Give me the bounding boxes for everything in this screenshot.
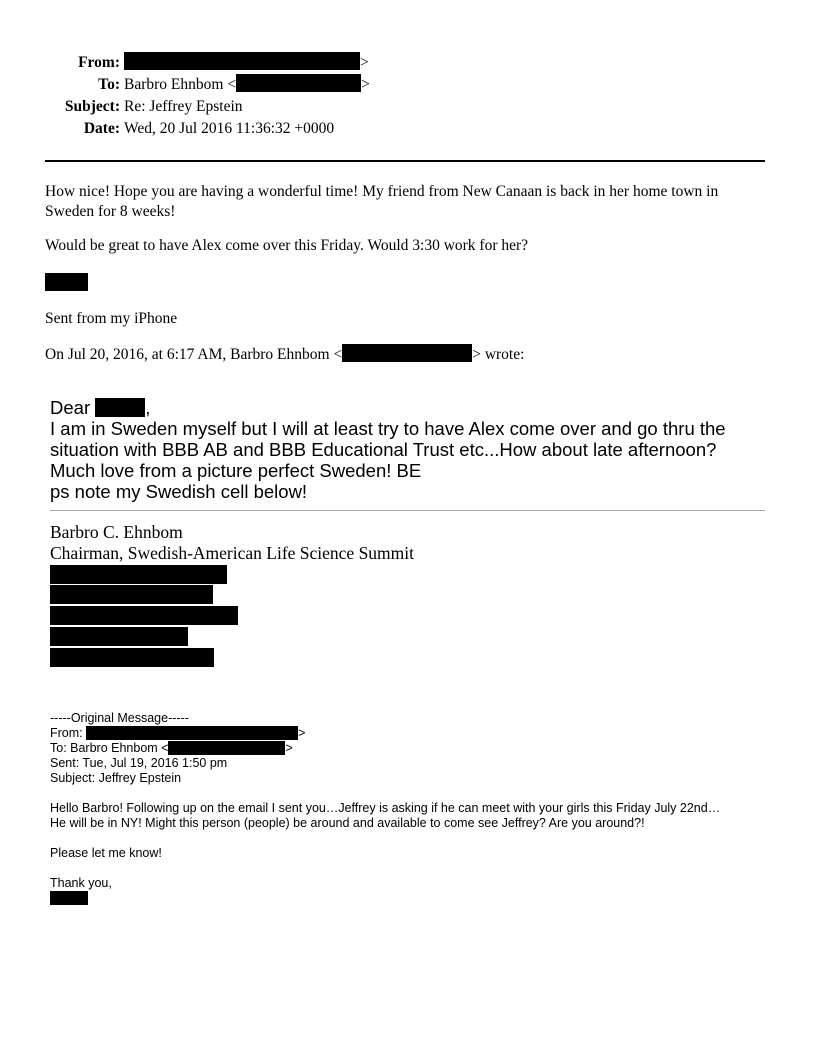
- quoted-greeting: [50, 397, 770, 418]
- original-from: [50, 726, 305, 741]
- quote-intro-start: On Jul 20, 2016, at 6:17 AM, Barbro Ehnbom <: [45, 346, 343, 363]
- subject-label: Subject:: [64, 98, 120, 115]
- greeting-word: Dear: [50, 397, 91, 418]
- original-thanks: Thank you,: [50, 876, 112, 890]
- header-from-row: [0, 52, 816, 74]
- greeting-redaction: [95, 398, 145, 417]
- date-label: Date:: [83, 120, 120, 137]
- to-label: To:: [98, 76, 120, 93]
- signature-divider: [50, 510, 765, 511]
- original-from-redaction: [86, 726, 298, 740]
- email-header: [0, 0, 816, 150]
- subject-value: Re: Jeffrey Epstein: [124, 98, 243, 115]
- original-from-label: From:: [50, 726, 83, 740]
- sender-name-redaction: [45, 273, 88, 291]
- signature-redaction-3: [50, 606, 238, 625]
- header-divider: [45, 160, 765, 162]
- original-to: [50, 741, 293, 756]
- date-value: Wed, 20 Jul 2016 11:36:32 +0000: [124, 120, 335, 137]
- sent-from-line: Sent from my iPhone: [45, 310, 178, 327]
- quoted-line-3: Much love from a picture perfect Sweden! BE: [50, 460, 422, 481]
- to-value: Barbro Ehnbom <: [124, 76, 237, 93]
- from-label: From:: [78, 54, 120, 71]
- quote-intro-redaction: [342, 344, 472, 362]
- quoted-line-4: ps note my Swedish cell below!: [50, 481, 308, 502]
- original-body-line-2: He will be in NY! Might this person (people) be around and available to come see Jeffrey? Are you around?!: [50, 816, 645, 830]
- signature-redaction-2: [50, 585, 213, 604]
- original-please: Please let me know!: [50, 846, 162, 860]
- original-to-label: To: Barbro Ehnbom <: [50, 741, 169, 755]
- body-paragraph-2: Would be great to have Alex come over this Friday. Would 3:30 work for her?: [45, 237, 529, 254]
- from-suffix: >: [360, 54, 369, 71]
- greeting-comma: ,: [145, 397, 151, 418]
- original-subject: Subject: Jeffrey Epstein: [50, 771, 182, 785]
- signature-redaction-4: [50, 627, 188, 646]
- signature-redaction-5: [50, 648, 214, 667]
- signature-title: Chairman, Swedish-American Life Science Summit: [50, 543, 415, 563]
- quote-intro: [45, 344, 765, 365]
- to-suffix: >: [361, 76, 370, 93]
- original-sent: Sent: Tue, Jul 19, 2016 1:50 pm: [50, 756, 228, 770]
- header-subject-row: [0, 96, 816, 118]
- quoted-line-1: I am in Sweden myself but I will at least try to have Alex come over and go thru the: [50, 418, 726, 439]
- quote-intro-end: > wrote:: [472, 346, 525, 363]
- original-body-line-1: Hello Barbro! Following up on the email I sent you…Jeffrey is asking if he can meet with your girls this Friday July 22nd…: [50, 801, 721, 815]
- original-to-suffix: >: [285, 741, 293, 755]
- original-divider: -----Original Message-----: [50, 711, 189, 725]
- signature-name: Barbro C. Ehnbom: [50, 522, 183, 542]
- quoted-line-2: situation with BBB AB and BBB Educational Trust etc...How about late afternoon?: [50, 439, 717, 460]
- header-date-row: [0, 118, 816, 140]
- original-from-suffix: >: [298, 726, 306, 740]
- header-to-row: [0, 74, 816, 96]
- signature-redaction-1: [50, 565, 227, 584]
- original-to-redaction: [168, 741, 285, 755]
- body-paragraph-1: How nice! Hope you are having a wonderful time! My friend from New Canaan is back in her home town in Sweden for 8 weeks!: [45, 183, 719, 220]
- to-redaction: [236, 74, 361, 92]
- original-signoff-redaction: [50, 891, 88, 905]
- from-redaction: [124, 52, 360, 70]
